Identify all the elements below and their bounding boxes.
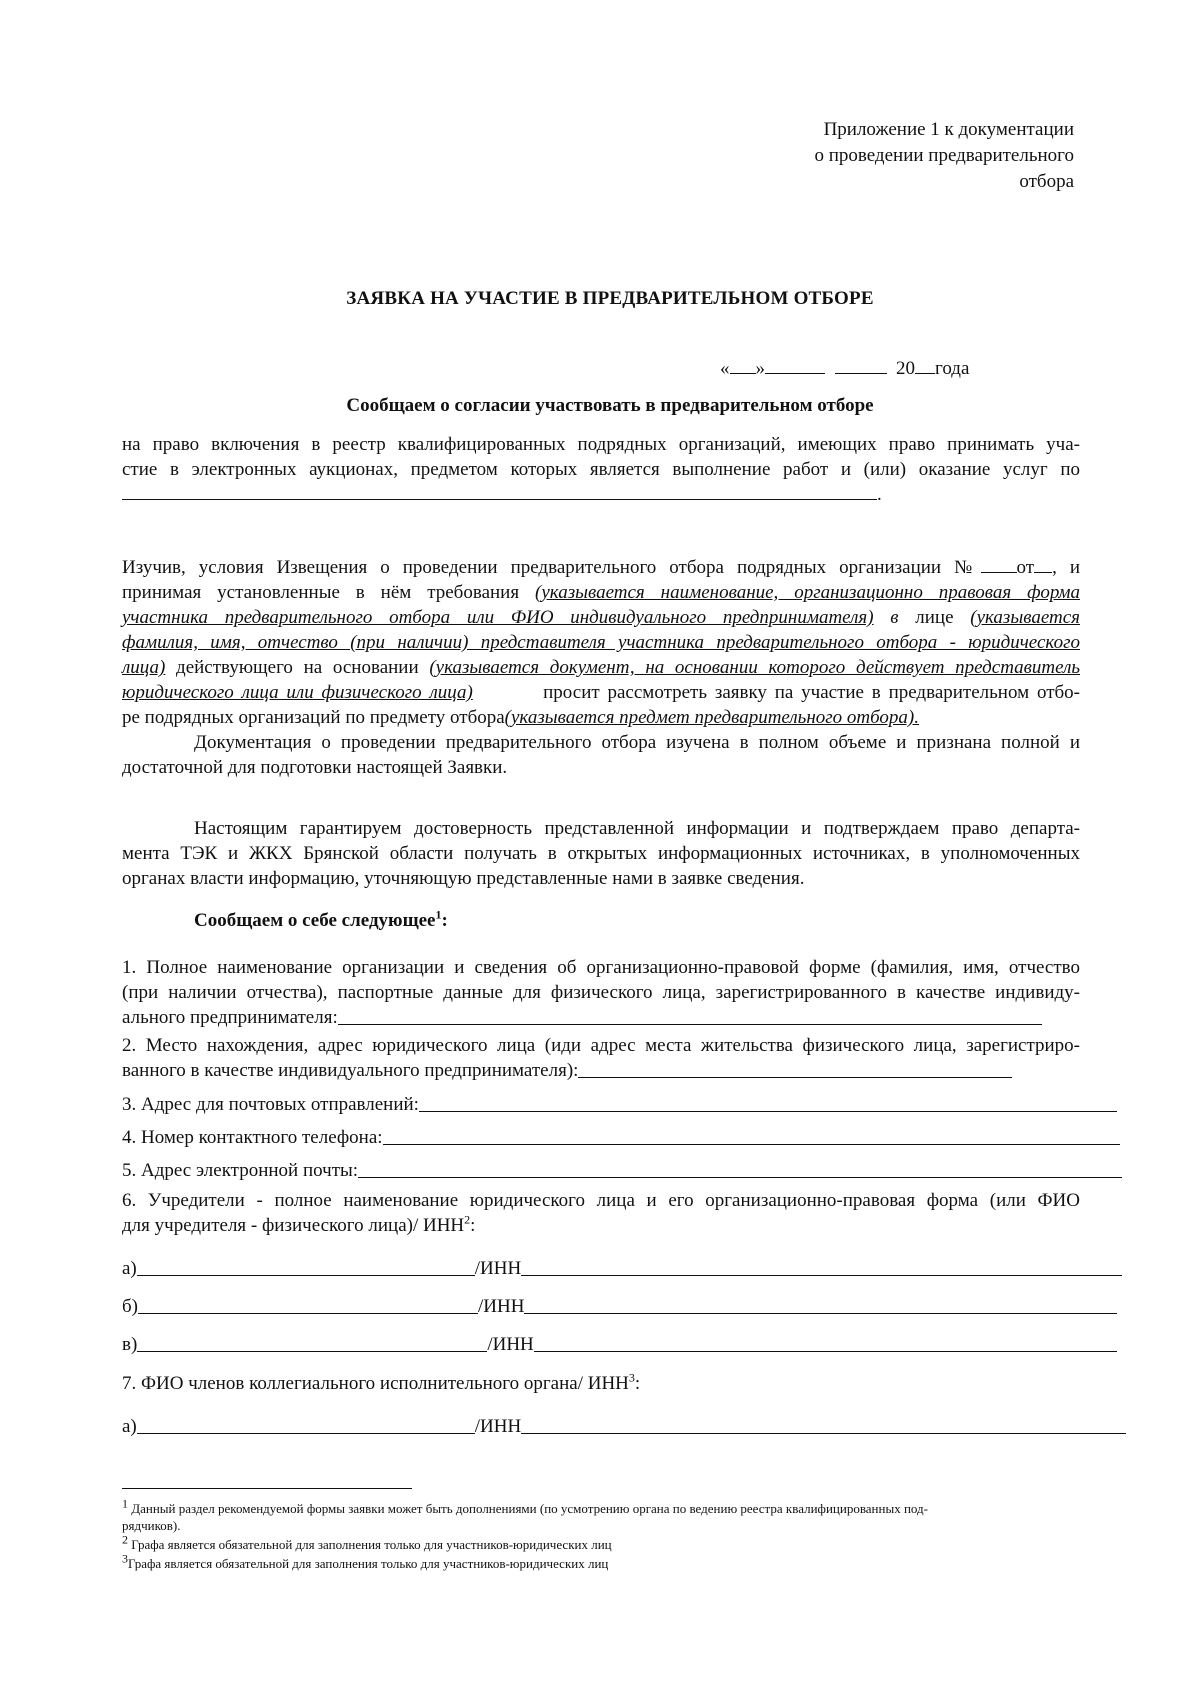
founder-a-inn-label: /ИНН: [474, 1258, 522, 1279]
request-text: просит рассмотреть заявку па участие в предварительном отбо-: [543, 682, 1080, 703]
date-close-quote: »: [755, 358, 765, 379]
footnote-1-text-cont: рядчиков).: [122, 1518, 181, 1533]
main-paragraph: [122, 555, 1080, 780]
main-line-5: [122, 655, 1080, 680]
footnote-2-text: Графа является обязательной для заполнения только для участников-юридических лиц: [128, 1537, 612, 1552]
founder-v-name-field[interactable]: [137, 1333, 487, 1352]
main-line-6: [122, 680, 1080, 705]
item-2-line-2: [122, 1058, 1012, 1083]
item-4: [122, 1125, 1120, 1150]
founder-row-v: [122, 1332, 1117, 1357]
postal-address-field[interactable]: [419, 1093, 1117, 1112]
notice-date-blank[interactable]: [1034, 556, 1052, 573]
representative-hint: (указывается: [970, 607, 1080, 628]
founder-b-inn-label: /ИНН: [478, 1296, 525, 1317]
appendix-line-2: о проведении предварительного: [814, 145, 1074, 166]
appendix-header: [754, 117, 1074, 195]
notice-text: Изучив, условия Извещения о проведении предварительного отбора подрядных организации №: [122, 557, 981, 578]
acting-basis-text: действующего на основании: [176, 657, 419, 678]
founder-row-b: [122, 1294, 1117, 1319]
month-blank[interactable]: [765, 357, 825, 374]
section-heading-text: Сообщаем о себе следующее: [194, 910, 436, 931]
notice-from-text: от: [1016, 557, 1035, 578]
guarantee-paragraph: [122, 816, 1080, 891]
guarantee-line-1: Настоящим гарантируем достоверность представленной информации и подтверждаем право департа-: [194, 818, 1080, 839]
item-7-label: 7. ФИО членов коллегиального исполнительного органа/ ИНН: [122, 1373, 629, 1394]
year-prefix: 20: [896, 358, 915, 379]
item-7-colon: :: [634, 1373, 641, 1394]
founder-b-label: б): [122, 1296, 138, 1317]
date-open-quote: «: [720, 358, 730, 379]
document-title: ЗАЯВКА НА УЧАСТИЕ В ПРЕДВАРИТЕЛЬНОМ ОТБОРЕ: [346, 288, 874, 309]
intro-line-2: стие в электронных аукционах, предметом которых является выполнение работ и (или) оказание услуг по: [122, 459, 1080, 480]
guarantee-line-3: органах власти информацию, уточняющую представленные нами в заявке сведения.: [122, 868, 805, 889]
organization-name-field[interactable]: [338, 1006, 1042, 1025]
footnote-divider: [122, 1488, 412, 1489]
main-line-9: достаточной для подготовки настоящей Заявки.: [122, 757, 508, 778]
main-line-4: фамилия, имя, отчество (при наличии) представителя участника предварительного отбора - юридического: [122, 632, 1080, 653]
item-6-line-1: 6. Учредители - полное наименование юридического лица и его организационно-правовая форма (или ФИО: [122, 1190, 1080, 1211]
item-1-line-3: [122, 1005, 1042, 1030]
item-3: [122, 1092, 1117, 1117]
item-2-line-1: 2. Место нахождения, адрес юридического лица (иди адрес места жительства физического лица, зарегистриро-: [122, 1035, 1080, 1056]
item-5: [122, 1158, 1122, 1183]
notice-number-blank[interactable]: [981, 556, 1017, 573]
item-2-label: ванного в качестве индивидуального предпринимателя):: [122, 1060, 579, 1081]
date-line: [720, 357, 969, 380]
founder-v-label: в): [122, 1334, 138, 1355]
document-hint-end: юридического лица или физического лица): [122, 682, 473, 703]
section-heading: [194, 907, 448, 932]
notice-and-text: , и: [1052, 557, 1080, 578]
founder-a-inn-field[interactable]: [521, 1257, 1122, 1276]
founder-v-inn-field[interactable]: [534, 1333, 1117, 1352]
item-6-line-2: [122, 1213, 1080, 1238]
item-7-line: [122, 1371, 1080, 1396]
item-4-label: 4. Номер контактного телефона:: [122, 1127, 383, 1148]
footnote-2: [122, 1532, 1080, 1553]
intro-paragraph: [122, 432, 1080, 507]
board-row-a: [122, 1414, 1126, 1439]
item-1-line-2: (при наличии отчества), паспортные данные для физического лица, зарегистрированного в качестве индивиду-: [122, 982, 1080, 1003]
item-5-label: 5. Адрес электронной почты:: [122, 1160, 359, 1181]
item-6-colon: :: [470, 1215, 476, 1236]
year-blank[interactable]: [915, 357, 935, 374]
person-text: лице: [915, 607, 954, 628]
consent-subtitle: Сообщаем о согласии участвовать в предварительном отборе: [346, 395, 874, 416]
footnote-ref-1: 1: [435, 907, 442, 922]
day-blank[interactable]: [730, 357, 756, 374]
address-field[interactable]: [578, 1059, 1012, 1078]
founder-a-name-field[interactable]: [137, 1257, 475, 1276]
intro-line-1: на право включения в реестр квалифицированных подрядных организаций, имеющих право принимать уча-: [122, 434, 1080, 455]
requirements-text: принимая установленные в нём требования: [122, 582, 520, 603]
footnote-2-mark: 2: [122, 1532, 128, 1547]
item-1: [122, 955, 1080, 1005]
board-a-name-field[interactable]: [137, 1415, 475, 1434]
main-line-1: [122, 555, 1080, 580]
item-1-label: ального предпринимателя:: [122, 1007, 338, 1028]
founder-b-inn-field[interactable]: [524, 1295, 1117, 1314]
services-blank[interactable]: [122, 483, 877, 500]
founder-v-inn-label: /ИНН: [487, 1334, 534, 1355]
main-line-3: [122, 605, 1080, 630]
item-3-label: 3. Адрес для почтовых отправлений:: [122, 1094, 419, 1115]
item-7: [122, 1371, 1080, 1396]
footnote-ref-3: 3: [628, 1370, 635, 1385]
section-heading-colon: :: [441, 910, 448, 931]
subject-text: ре подрядных организаций по предмету отбора: [122, 707, 505, 728]
main-line-8: Документация о проведении предварительного отбора изучена в полном объеме и признана полной и: [194, 732, 1080, 753]
founder-a-label: а): [122, 1258, 137, 1279]
guarantee-line-2: мента ТЭК и ЖКХ Брянской области получать в открытых информационных источниках, в уполномоченных: [122, 843, 1080, 864]
footnote-1-text: Данный раздел рекомендуемой формы заявки может быть дополнениями (по усмотрению органа по ведению реестра квалифицированных под-: [128, 1501, 928, 1516]
appendix-line-1: Приложение 1 к документации: [823, 119, 1074, 140]
item-2: [122, 1033, 1080, 1058]
participant-name-hint: (указывается наименование, организационно правовая форма: [535, 582, 1081, 603]
founder-row-a: [122, 1256, 1122, 1281]
representative-hint-end: лица): [122, 657, 166, 678]
item-1-line-1: 1. Полное наименование организации и сведения об организационно-правовой форме (фамилия, имя, отчество: [122, 957, 1080, 978]
main-line-2: [122, 580, 1080, 605]
intro-line-3: .: [122, 482, 1080, 507]
main-line-7: [122, 705, 1080, 730]
footnote-3-text: Графа является обязательной для заполнения только для участников-юридических лиц: [128, 1556, 609, 1571]
participant-name-hint-cont: участника предварительного отбора или ФИО индивидуального предпринимателя): [122, 607, 874, 628]
footnote-ref-2: 2: [464, 1212, 471, 1227]
year-suffix: года: [935, 358, 970, 379]
founder-b-name-field[interactable]: [138, 1295, 478, 1314]
item-6-label: для учредителя - физического лица)/ ИНН: [122, 1215, 465, 1236]
in-text: в: [890, 607, 899, 628]
footnotes: [122, 1496, 1080, 1574]
board-a-inn-label: /ИНН: [474, 1416, 522, 1437]
board-a-label: а): [122, 1416, 137, 1437]
appendix-line-3: отбора: [1019, 171, 1074, 192]
footnote-1: [122, 1496, 1080, 1534]
footnote-1-mark: 1: [122, 1496, 128, 1511]
item-6: [122, 1188, 1080, 1238]
email-field[interactable]: [358, 1159, 1122, 1178]
footnote-3-mark: 3: [122, 1551, 128, 1566]
phone-field[interactable]: [383, 1126, 1120, 1145]
month-blank-2[interactable]: [835, 357, 887, 374]
document-hint: (указывается документ, на основании которого действует представитель: [429, 657, 1081, 678]
subject-hint: (указывается предмет предварительного отбора).: [504, 707, 920, 728]
board-a-inn-field[interactable]: [521, 1415, 1126, 1434]
footnote-3: [122, 1551, 1080, 1572]
